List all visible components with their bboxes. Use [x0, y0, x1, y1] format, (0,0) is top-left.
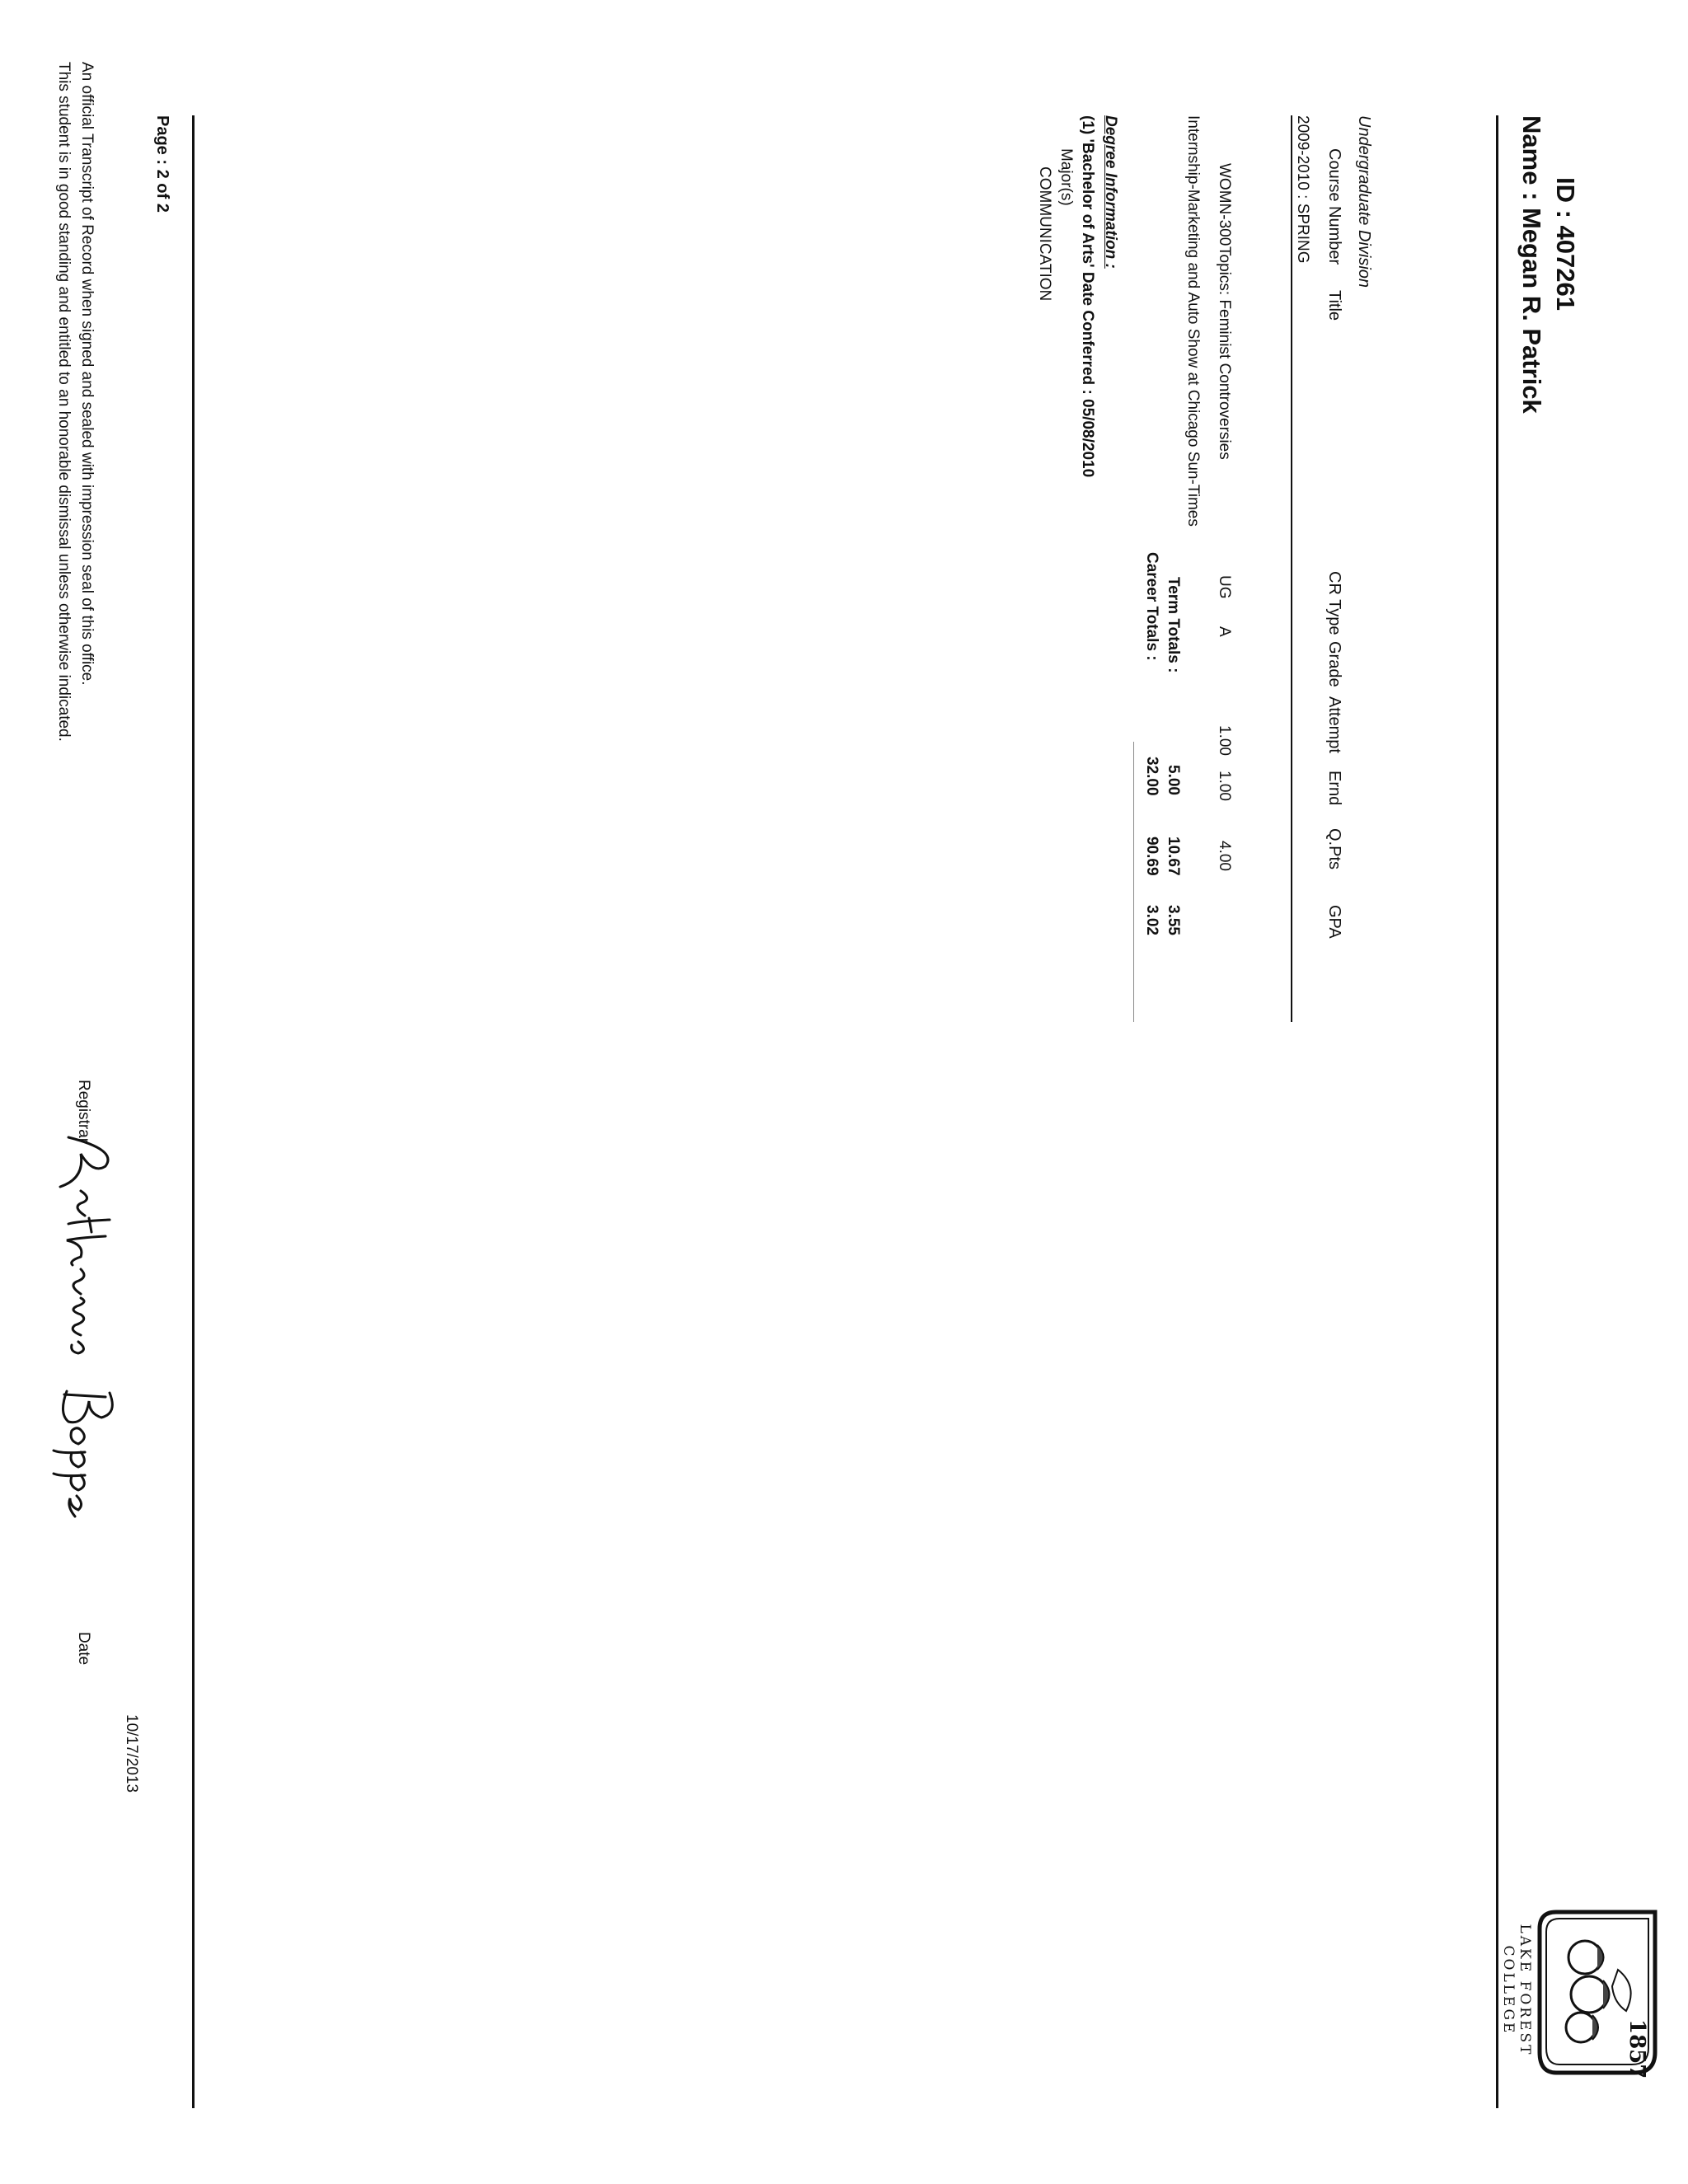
course-note: Internship-Marketing and Auto Show at Chicago Sun-Times	[1184, 115, 1202, 527]
term-totals-ernd: 5.00	[1165, 765, 1182, 795]
footer-divider	[192, 115, 195, 2108]
totals-divider	[1133, 742, 1134, 1022]
term-totals-label: Term Totals :	[1165, 577, 1182, 673]
course-ernd: 1.00	[1216, 771, 1233, 801]
institution-name-line1: LAKE FOREST	[1517, 1924, 1533, 2057]
term-label: 2009-2010 : SPRING	[1294, 115, 1311, 264]
degree-majors-label: Major(s)	[1057, 148, 1075, 206]
student-id: ID : 407261	[1551, 177, 1580, 311]
header-divider	[1496, 115, 1498, 2108]
college-seal-icon	[1531, 1896, 1663, 2085]
col-attempt: Attempt	[1325, 696, 1343, 753]
division-title: Undergraduate Division	[1355, 115, 1373, 288]
career-totals-qpts: 90.69	[1143, 837, 1160, 876]
institution-name-line2: COLLEGE	[1500, 1945, 1517, 2036]
date-value: 10/17/2013	[123, 1714, 140, 1793]
term-divider	[1291, 115, 1292, 1022]
course-attempt: 1.00	[1216, 725, 1233, 756]
course-title: Topics: Feminist Controversies	[1216, 246, 1233, 460]
col-grade: Grade	[1325, 641, 1343, 687]
course-number: WOMN-300	[1216, 163, 1233, 246]
student-name: Name : Megan R. Patrick	[1517, 115, 1546, 414]
course-grade: A	[1216, 626, 1233, 637]
registrar-signature	[52, 1129, 126, 1558]
term-totals-qpts: 10.67	[1165, 837, 1182, 876]
col-qpts: Q.Pts	[1325, 828, 1343, 870]
col-cr-type: CR Type	[1325, 571, 1343, 635]
col-title: Title	[1325, 290, 1343, 321]
course-cr-type: UG	[1216, 575, 1233, 599]
degree-line: (1) 'Bachelor of Arts' Date Conferred : 05/08/2010	[1079, 115, 1096, 478]
degree-major: COMMUNICATION	[1036, 166, 1053, 302]
col-course-number: Course Number	[1325, 148, 1343, 265]
degree-heading: Degree Information :	[1102, 115, 1119, 269]
registrar-label: Registrar	[75, 1080, 92, 1144]
career-totals-gpa: 3.02	[1143, 905, 1160, 935]
course-qpts: 4.00	[1216, 841, 1233, 871]
official-note: An official Transcript of Record when signed and sealed with impression seal of this office.	[78, 62, 96, 686]
seal-year: 1857	[1625, 2019, 1649, 2079]
career-totals-ernd: 32.00	[1143, 757, 1160, 796]
page-number: Page : 2 of 2	[153, 115, 171, 213]
col-ernd: Ernd	[1325, 771, 1343, 806]
date-label: Date	[75, 1632, 92, 1666]
term-totals-gpa: 3.55	[1165, 905, 1182, 935]
standing-note: This student is in good standing and entitled to an honorable dismissal unless otherwise indicated.	[55, 62, 73, 742]
col-gpa: GPA	[1325, 905, 1343, 939]
career-totals-label: Career Totals :	[1143, 552, 1160, 661]
